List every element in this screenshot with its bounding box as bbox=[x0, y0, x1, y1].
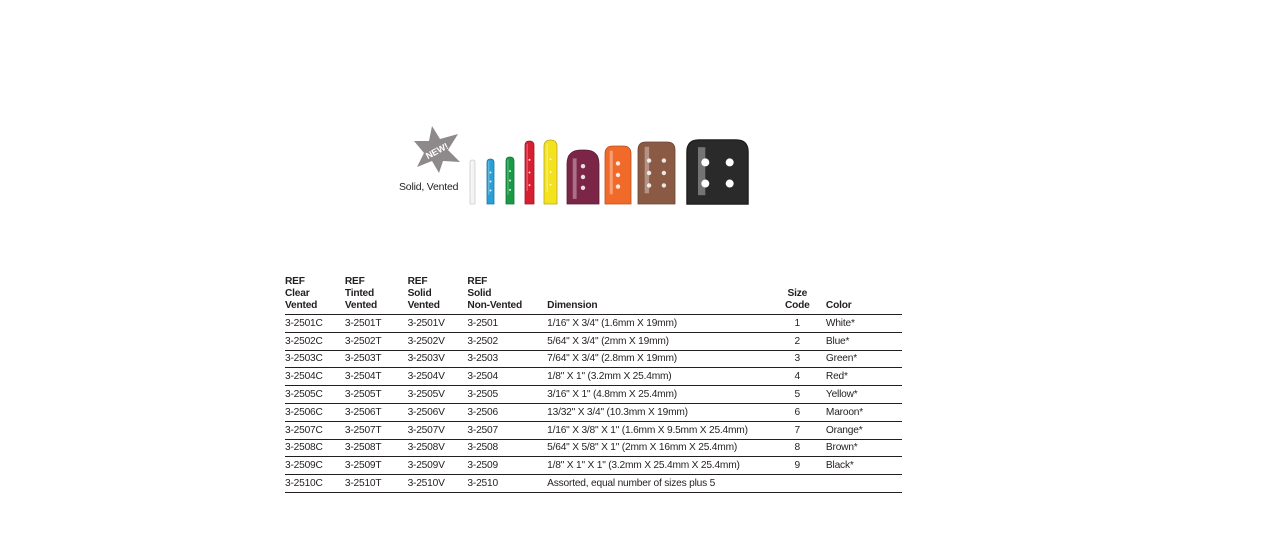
star-icon bbox=[412, 124, 462, 174]
product-caption: Solid, Vented bbox=[399, 181, 459, 193]
vent-hole bbox=[581, 175, 585, 179]
table-body bbox=[285, 315, 902, 493]
ref-tinted-cell: 3-2508T bbox=[345, 439, 408, 457]
table-row bbox=[285, 332, 902, 350]
product-spec-table bbox=[285, 276, 902, 493]
vent-hole bbox=[550, 171, 552, 173]
table-row bbox=[285, 315, 902, 333]
size-code-cell: 1 bbox=[778, 315, 817, 333]
header-ref-solid-non-vented-line: Solid bbox=[467, 288, 492, 299]
header-ref-tinted-vented bbox=[345, 276, 408, 315]
vent-hole bbox=[662, 158, 666, 162]
ref-solid-nonvented-cell: 3-2508 bbox=[467, 439, 547, 457]
table-row bbox=[285, 386, 902, 404]
ref-clear-cell: 3-2503C bbox=[285, 350, 345, 368]
vent-hole bbox=[550, 184, 552, 186]
dimension-cell: 7/64" X 3/4" (2.8mm X 19mm) bbox=[547, 350, 778, 368]
black-tip-icon-highlight bbox=[698, 147, 705, 195]
color-cell: Orange* bbox=[817, 421, 902, 439]
header-ref-solid-vented bbox=[408, 276, 468, 315]
vent-hole bbox=[647, 171, 651, 175]
dimension-cell: 5/64" X 5/8" X 1" (2mm X 16mm X 25.4mm) bbox=[547, 439, 778, 457]
dimension-cell: Assorted, equal number of sizes plus 5 bbox=[547, 475, 778, 493]
brown-tip-icon bbox=[638, 142, 675, 204]
size-code-cell: 7 bbox=[778, 421, 817, 439]
header-size-code bbox=[778, 276, 817, 315]
table-row bbox=[285, 421, 902, 439]
header-ref-solid-non-vented-line: Non-Vented bbox=[467, 300, 523, 311]
orange-tip-icon bbox=[605, 146, 631, 204]
ref-tinted-cell: 3-2502T bbox=[345, 332, 408, 350]
yellow-tip-icon-highlight bbox=[546, 144, 548, 192]
vent-hole bbox=[581, 164, 585, 168]
vent-hole bbox=[529, 159, 531, 161]
size-code-cell: 2 bbox=[778, 332, 817, 350]
table-row bbox=[285, 475, 902, 493]
header-ref-solid-vented-line: Vented bbox=[407, 300, 440, 311]
ref-clear-cell: 3-2501C bbox=[285, 315, 345, 333]
ref-solid-vented-cell: 3-2504V bbox=[408, 368, 468, 386]
ref-solid-vented-cell: 3-2505V bbox=[408, 386, 468, 404]
vent-hole bbox=[509, 170, 511, 172]
header-dimension bbox=[547, 276, 778, 315]
ref-solid-vented-cell: 3-2509V bbox=[408, 457, 468, 475]
vent-hole bbox=[529, 172, 531, 174]
ref-solid-nonvented-cell: 3-2507 bbox=[467, 421, 547, 439]
green-tip-icon-highlight bbox=[507, 159, 508, 194]
header-color bbox=[817, 276, 902, 315]
red-tip-icon-highlight bbox=[527, 144, 528, 191]
color-cell: Red* bbox=[817, 368, 902, 386]
header-ref-tinted-vented-line: Vented bbox=[344, 300, 378, 311]
header-size-code-line: Code bbox=[784, 300, 810, 311]
vent-hole bbox=[509, 180, 511, 182]
tip-product-lineup bbox=[466, 130, 756, 210]
vent-hole bbox=[529, 184, 531, 186]
ref-clear-cell: 3-2510C bbox=[285, 475, 345, 493]
clear-tip-icon-highlight bbox=[471, 162, 472, 195]
size-code-cell: 3 bbox=[778, 350, 817, 368]
size-code-cell: 9 bbox=[778, 457, 817, 475]
header-ref-clear-vented-line: Clear bbox=[285, 288, 310, 299]
green-tip-icon bbox=[506, 157, 514, 204]
header-dimension-line: Dimension bbox=[547, 300, 598, 311]
vent-hole bbox=[647, 183, 651, 187]
blue-tip-icon-highlight bbox=[488, 161, 489, 195]
ref-clear-cell: 3-2505C bbox=[285, 386, 345, 404]
vent-hole bbox=[701, 180, 709, 188]
ref-solid-vented-cell: 3-2503V bbox=[408, 350, 468, 368]
ref-solid-nonvented-cell: 3-2505 bbox=[467, 386, 547, 404]
size-code-cell: 4 bbox=[778, 368, 817, 386]
black-tip-icon bbox=[687, 140, 748, 204]
header-ref-clear-vented bbox=[285, 276, 345, 315]
dimension-cell: 1/8" X 1" (3.2mm X 25.4mm) bbox=[547, 368, 778, 386]
red-tip-icon bbox=[525, 141, 534, 204]
dimension-cell: 3/16" X 1" (4.8mm X 25.4mm) bbox=[547, 386, 778, 404]
ref-solid-vented-cell: 3-2510V bbox=[408, 475, 468, 493]
header-ref-clear-vented-line: Vented bbox=[285, 300, 318, 311]
vent-hole bbox=[616, 173, 620, 177]
size-code-cell: 8 bbox=[778, 439, 817, 457]
ref-solid-nonvented-cell: 3-2504 bbox=[467, 368, 547, 386]
dimension-cell: 5/64" X 3/4" (2mm X 19mm) bbox=[547, 332, 778, 350]
ref-tinted-cell: 3-2501T bbox=[345, 315, 408, 333]
yellow-tip-icon bbox=[544, 140, 557, 204]
black-tip-icon-body bbox=[687, 140, 748, 204]
ref-solid-vented-cell: 3-2508V bbox=[408, 439, 468, 457]
table-row bbox=[285, 350, 902, 368]
dimension-cell: 1/8" X 1" X 1" (3.2mm X 25.4mm X 25.4mm) bbox=[547, 457, 778, 475]
vent-hole bbox=[490, 181, 492, 183]
vent-hole bbox=[726, 180, 734, 188]
ref-tinted-cell: 3-2505T bbox=[345, 386, 408, 404]
ref-solid-vented-cell: 3-2507V bbox=[408, 421, 468, 439]
ref-solid-vented-cell: 3-2501V bbox=[408, 315, 468, 333]
vent-hole bbox=[550, 158, 552, 160]
header-ref-solid-vented-line: REF bbox=[407, 276, 428, 287]
vent-hole bbox=[726, 158, 734, 166]
table-row bbox=[285, 403, 902, 421]
dimension-cell: 1/16" X 3/4" (1.6mm X 19mm) bbox=[547, 315, 778, 333]
color-cell: Black* bbox=[817, 457, 902, 475]
header-color-line: Color bbox=[825, 300, 852, 311]
ref-tinted-cell: 3-2507T bbox=[345, 421, 408, 439]
brown-tip-icon-body bbox=[638, 142, 675, 204]
header-ref-solid-non-vented-line: REF bbox=[467, 276, 488, 287]
maroon-tip-icon-highlight bbox=[573, 158, 577, 199]
color-cell: Maroon* bbox=[817, 403, 902, 421]
ref-solid-nonvented-cell: 3-2509 bbox=[467, 457, 547, 475]
ref-clear-cell: 3-2506C bbox=[285, 403, 345, 421]
size-code-cell bbox=[778, 475, 817, 493]
header-size-code-line: Size bbox=[787, 288, 808, 299]
color-cell: Green* bbox=[817, 350, 902, 368]
ref-solid-vented-cell: 3-2506V bbox=[408, 403, 468, 421]
dimension-cell: 1/16" X 3/8" X 1" (1.6mm X 9.5mm X 25.4mm) bbox=[547, 421, 778, 439]
dimension-cell: 13/32" X 3/4" (10.3mm X 19mm) bbox=[547, 403, 778, 421]
ref-tinted-cell: 3-2506T bbox=[345, 403, 408, 421]
size-code-cell: 6 bbox=[778, 403, 817, 421]
vent-hole bbox=[616, 184, 620, 188]
size-code-cell: 5 bbox=[778, 386, 817, 404]
header-ref-solid-vented-line: Solid bbox=[407, 288, 432, 299]
table-row bbox=[285, 368, 902, 386]
vent-hole bbox=[490, 172, 492, 174]
ref-solid-nonvented-cell: 3-2503 bbox=[467, 350, 547, 368]
table-row bbox=[285, 457, 902, 475]
ref-solid-nonvented-cell: 3-2502 bbox=[467, 332, 547, 350]
table-header-row bbox=[285, 276, 902, 315]
maroon-tip-icon bbox=[567, 150, 599, 204]
color-cell bbox=[817, 475, 902, 493]
ref-tinted-cell: 3-2504T bbox=[345, 368, 408, 386]
ref-solid-vented-cell: 3-2502V bbox=[408, 332, 468, 350]
ref-clear-cell: 3-2502C bbox=[285, 332, 345, 350]
vent-hole bbox=[647, 158, 651, 162]
vent-hole bbox=[662, 171, 666, 175]
clear-tip-icon bbox=[470, 160, 475, 204]
vent-hole bbox=[509, 189, 511, 191]
header-ref-tinted-vented-line: REF bbox=[344, 276, 365, 287]
vent-hole bbox=[616, 161, 620, 165]
ref-solid-nonvented-cell: 3-2510 bbox=[467, 475, 547, 493]
header-ref-clear-vented-line: REF bbox=[285, 276, 305, 287]
color-cell: Brown* bbox=[817, 439, 902, 457]
ref-clear-cell: 3-2507C bbox=[285, 421, 345, 439]
vent-hole bbox=[581, 186, 585, 190]
ref-clear-cell: 3-2508C bbox=[285, 439, 345, 457]
header-ref-solid-non-vented bbox=[467, 276, 547, 315]
color-cell: Yellow* bbox=[817, 386, 902, 404]
clear-tip-icon-body bbox=[470, 160, 475, 204]
ref-solid-nonvented-cell: 3-2506 bbox=[467, 403, 547, 421]
header-ref-tinted-vented-line: Tinted bbox=[344, 288, 375, 299]
color-cell: White* bbox=[817, 315, 902, 333]
ref-clear-cell: 3-2504C bbox=[285, 368, 345, 386]
ref-tinted-cell: 3-2510T bbox=[345, 475, 408, 493]
ref-clear-cell: 3-2509C bbox=[285, 457, 345, 475]
blue-tip-icon bbox=[487, 159, 494, 204]
new-badge bbox=[412, 124, 462, 174]
ref-tinted-cell: 3-2509T bbox=[345, 457, 408, 475]
ref-solid-nonvented-cell: 3-2501 bbox=[467, 315, 547, 333]
vent-hole bbox=[701, 158, 709, 166]
vent-hole bbox=[662, 183, 666, 187]
color-cell: Blue* bbox=[817, 332, 902, 350]
orange-tip-icon-highlight bbox=[610, 151, 613, 195]
new-badge-label: NEW! bbox=[424, 140, 450, 162]
table-row bbox=[285, 439, 902, 457]
ref-tinted-cell: 3-2503T bbox=[345, 350, 408, 368]
vent-hole bbox=[490, 190, 492, 192]
